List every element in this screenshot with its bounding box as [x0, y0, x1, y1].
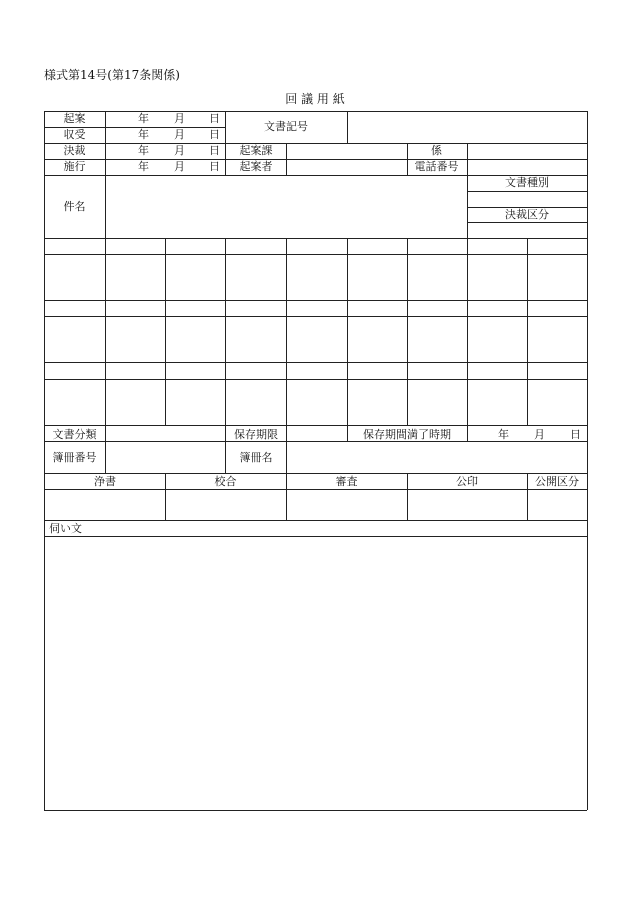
label-bunsho-bunrui: 文書分類	[52, 428, 97, 441]
date-year-label: 年	[138, 144, 149, 157]
rule-line	[44, 425, 587, 426]
date-day-label: 日	[209, 128, 220, 141]
label-shinsa: 審査	[335, 475, 358, 488]
label-kenmei: 件名	[63, 200, 86, 213]
label-hozon-manryo: 保存期間満了時期	[363, 428, 451, 441]
rule-line	[44, 362, 587, 363]
label-kogo: 校合	[214, 475, 237, 488]
date-month-label: 月	[174, 160, 185, 173]
label-josho: 浄書	[94, 475, 116, 488]
date-day-label: 日	[209, 112, 220, 125]
rule-line	[165, 362, 166, 425]
rule-line	[44, 489, 587, 490]
label-kokai-kubun: 公開区分	[535, 475, 579, 488]
rule-line	[347, 111, 348, 143]
rule-line	[407, 362, 408, 425]
label-kessai-kubun: 決裁区分	[505, 208, 549, 221]
rule-line	[225, 238, 226, 300]
date-year-label: 年	[498, 428, 509, 441]
rule-line	[587, 111, 588, 810]
label-ukagai-bun: 伺い文	[49, 522, 82, 535]
rule-line	[44, 316, 587, 317]
label-bosatsu-mei: 簿冊名	[239, 451, 273, 464]
date-month-label: 月	[174, 112, 185, 125]
rule-line	[105, 362, 106, 425]
date-month-label: 月	[534, 428, 545, 441]
label-hozon-kigen: 保存期限	[234, 428, 278, 441]
date-year-label: 年	[138, 128, 149, 141]
rule-line	[44, 111, 587, 112]
page-title: 回 議 用 紙	[285, 92, 345, 106]
rule-line	[44, 143, 587, 144]
date-month-label: 月	[174, 128, 185, 141]
label-denwa: 電話番号	[414, 160, 459, 173]
rule-line	[105, 425, 106, 473]
rule-line	[225, 362, 226, 425]
date-month-label: 月	[174, 144, 185, 157]
label-kiansha: 起案者	[239, 160, 273, 173]
rule-line	[44, 254, 587, 255]
rule-line	[407, 238, 408, 300]
rule-line	[467, 222, 587, 223]
rule-line	[165, 238, 166, 300]
rule-line	[527, 362, 528, 425]
rule-line	[105, 300, 106, 362]
rule-line	[467, 300, 468, 362]
rule-line	[105, 238, 106, 300]
label-kakari: 係	[431, 144, 442, 157]
rule-line	[527, 300, 528, 362]
rule-line	[44, 238, 587, 239]
rule-line	[165, 300, 166, 362]
rule-line	[407, 300, 408, 362]
rule-line	[347, 238, 348, 300]
rule-line	[44, 441, 587, 442]
label-bunsho-shubetsu: 文書種別	[505, 176, 549, 189]
date-day-label: 日	[209, 144, 220, 157]
label-koin: 公印	[456, 475, 478, 488]
label-kian: 起案	[63, 112, 86, 125]
rule-line	[44, 520, 587, 521]
rule-line	[467, 238, 468, 300]
rule-line	[286, 238, 287, 300]
rule-line	[225, 300, 226, 362]
date-year-label: 年	[138, 112, 149, 125]
rule-line	[286, 425, 287, 473]
label-bosatsu-bango: 簿冊番号	[52, 451, 97, 464]
label-shuju: 収受	[63, 128, 86, 141]
rule-line	[467, 362, 468, 425]
label-kiankka: 起案課	[239, 144, 273, 157]
rule-line	[44, 810, 587, 811]
rule-line	[44, 159, 587, 160]
rule-line	[44, 300, 587, 301]
rule-line	[105, 111, 106, 238]
label-shiko: 施行	[63, 160, 86, 173]
label-bunsho-kigo: 文書記号	[264, 120, 308, 133]
date-day-label: 日	[209, 160, 220, 173]
rule-line	[44, 536, 587, 537]
rule-line	[347, 300, 348, 362]
rule-line	[44, 379, 587, 380]
date-year-label: 年	[138, 160, 149, 173]
rule-line	[467, 191, 587, 192]
rule-line	[44, 473, 587, 474]
rule-line	[467, 143, 468, 175]
date-day-label: 日	[570, 428, 581, 441]
rule-line	[347, 362, 348, 425]
form-number: 様式第14号(第17条関係)	[44, 68, 180, 82]
label-kessai: 決裁	[63, 144, 86, 157]
rule-line	[467, 425, 468, 441]
rule-line	[286, 143, 287, 175]
rule-line	[286, 300, 287, 362]
rule-line	[527, 238, 528, 300]
rule-line	[286, 362, 287, 425]
